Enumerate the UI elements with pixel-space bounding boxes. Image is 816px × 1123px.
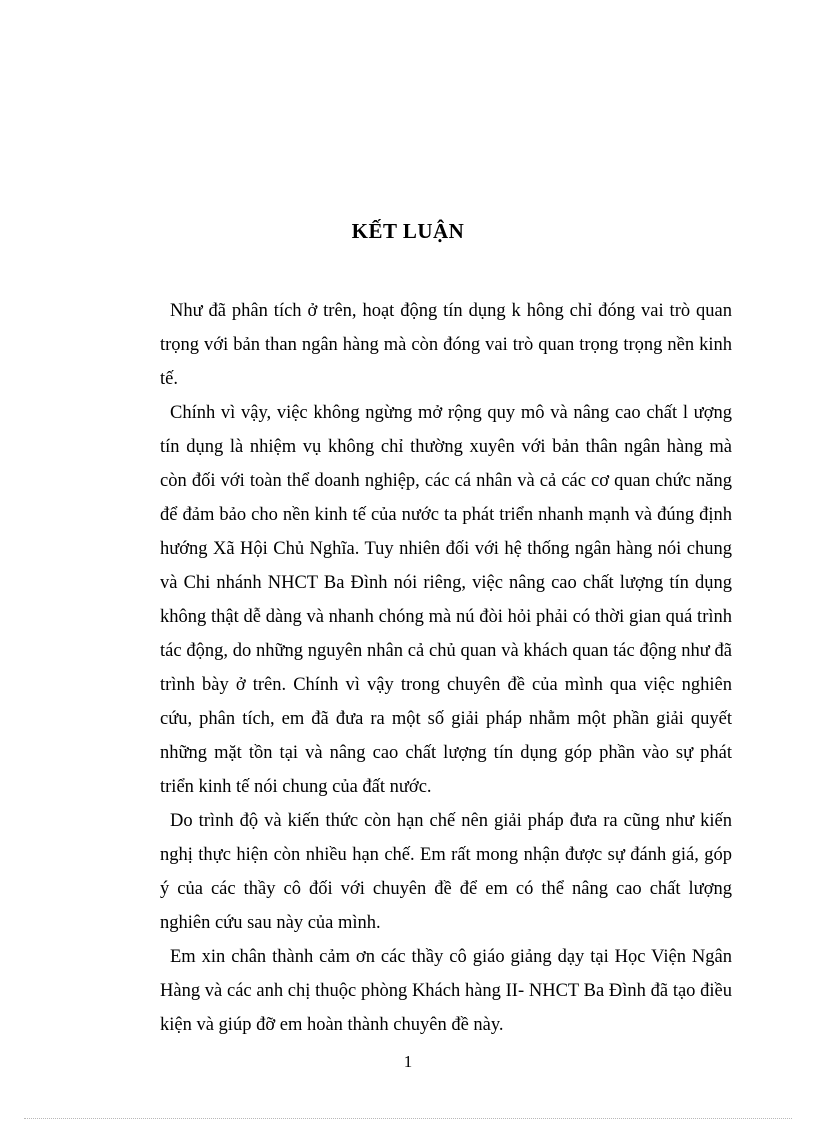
paragraph-4: Em xin chân thành cảm ơn các thầy cô giáo giảng dạy tại Học Viện Ngân Hàng và các anh chị thuộc phòng Khách hàng II- NHCT Ba Đình đã tạo điều kiện và giúp đỡ em hoàn thành chuyên đề này. (160, 947, 732, 1035)
page-title: KẾT LUẬN (351, 219, 465, 243)
body-text (160, 294, 732, 1042)
page-number: 1 (403, 1052, 413, 1071)
paragraph-3: Do trình độ và kiến thức còn hạn chế nên giải pháp đưa ra cũng như kiến nghị thực hiện còn nhiều hạn chế. Em rất mong nhận được sự đánh giá, góp ý của các thầy cô đối với chuyên đề để em có thể nâng cao chất lượng nghiên cứu sau này của mình. (160, 811, 732, 933)
bottom-divider (24, 1118, 792, 1119)
paragraph-1: Như đã phân tích ở trên, hoạt động tín dụng k hông chỉ đóng vai trò quan trọng với bản than ngân hàng mà còn đóng vai trò quan trọng trọng nền kinh tế. (160, 301, 732, 389)
paragraph-2: Chính vì vậy, việc không ngừng mở rộng quy mô và nâng cao chất l ượng tín dụng là nhiệm vụ không chỉ thường xuyên với bản thân ngân hàng mà còn đối với toàn thể doanh nghiệp, các cá nhân và cả các cơ quan chức năng để đảm bảo cho nền kinh tế của nước ta phát triển nhanh mạnh và đúng định hướng Xã Hội Chủ Nghĩa. Tuy nhiên đối với hệ thống ngân hàng nói chung và Chi nhánh NHCT Ba Đình nói riêng, việc nâng cao chất lượng tín dụng không thật dễ dàng và nhanh chóng mà nú đòi hỏi phải có thời gian quá trình tác động, do những nguyên nhân cả chủ quan và khách quan tác động như đã trình bày ở trên. Chính vì vậy trong chuyên đề của mình qua việc nghiên cứu, phân tích, em đã đưa ra một số giải pháp nhằm một phần giải quyết những mặt tồn tại và nâng cao chất lượng tín dụng góp phần vào sự phát triển kinh tế nói chung của đất nước. (160, 403, 732, 797)
